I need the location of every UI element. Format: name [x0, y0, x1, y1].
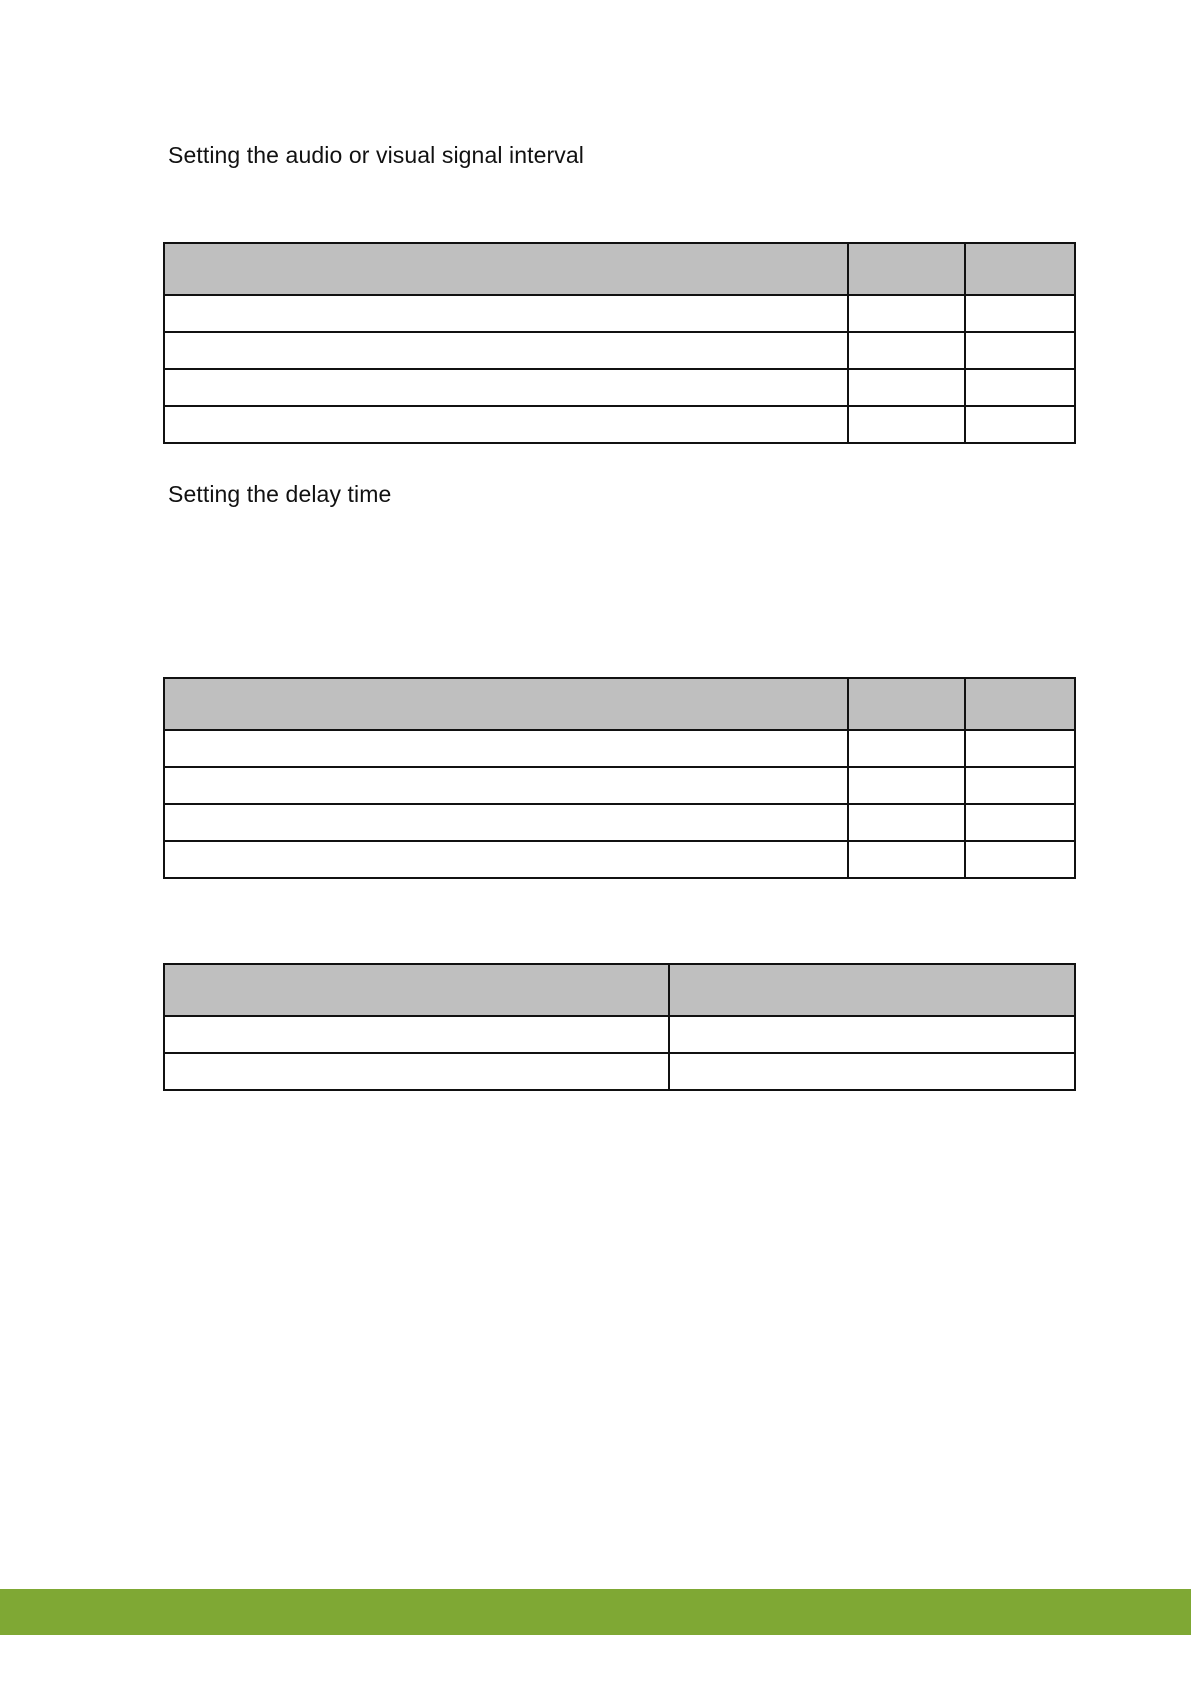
table-cell: [965, 730, 1075, 767]
table-cell: [669, 1016, 1075, 1053]
table-cell: [164, 1053, 669, 1090]
table-header-cell: [164, 678, 848, 730]
footer-color-bar: [0, 1589, 1191, 1635]
table-header-cell: [848, 678, 965, 730]
table-cell: [965, 369, 1075, 406]
table-header-row: [164, 964, 1075, 1016]
table-row: [164, 1016, 1075, 1053]
table-cell: [848, 295, 965, 332]
table-cell: [164, 767, 848, 804]
section-heading-delay-time: Setting the delay time: [168, 481, 392, 507]
table-header-cell: [164, 964, 669, 1016]
table-row: [164, 332, 1075, 369]
table-cell: [164, 295, 848, 332]
table-cell: [164, 841, 848, 878]
table-cell: [164, 369, 848, 406]
table-cell: [848, 332, 965, 369]
table-row: [164, 406, 1075, 443]
table-cell: [848, 804, 965, 841]
table-row: [164, 730, 1075, 767]
section-heading-signal-interval: Setting the audio or visual signal interval: [168, 142, 584, 168]
table-row: [164, 841, 1075, 878]
table-row: [164, 369, 1075, 406]
table-cell: [965, 767, 1075, 804]
table-cell: [164, 406, 848, 443]
table-cell: [848, 369, 965, 406]
table-cell: [848, 767, 965, 804]
table-row: [164, 295, 1075, 332]
table-row: [164, 1053, 1075, 1090]
table-row: [164, 804, 1075, 841]
table-row: [164, 767, 1075, 804]
table-header-cell: [164, 243, 848, 295]
table-cell: [965, 841, 1075, 878]
table-cell: [164, 730, 848, 767]
table-cell: [164, 1016, 669, 1053]
delay-time-table: [163, 677, 1076, 879]
table-cell: [965, 804, 1075, 841]
table-cell: [965, 406, 1075, 443]
table-cell: [164, 804, 848, 841]
table-header-cell: [669, 964, 1075, 1016]
table-cell: [164, 332, 848, 369]
table-header-row: [164, 678, 1075, 730]
table-header-cell: [965, 678, 1075, 730]
table-cell: [848, 406, 965, 443]
table-header-cell: [848, 243, 965, 295]
table-header-cell: [965, 243, 1075, 295]
table-header-row: [164, 243, 1075, 295]
delay-time-summary-table: [163, 963, 1076, 1091]
table-cell: [965, 332, 1075, 369]
table-cell: [848, 841, 965, 878]
table-cell: [848, 730, 965, 767]
table-cell: [669, 1053, 1075, 1090]
signal-interval-table: [163, 242, 1076, 444]
table-cell: [965, 295, 1075, 332]
